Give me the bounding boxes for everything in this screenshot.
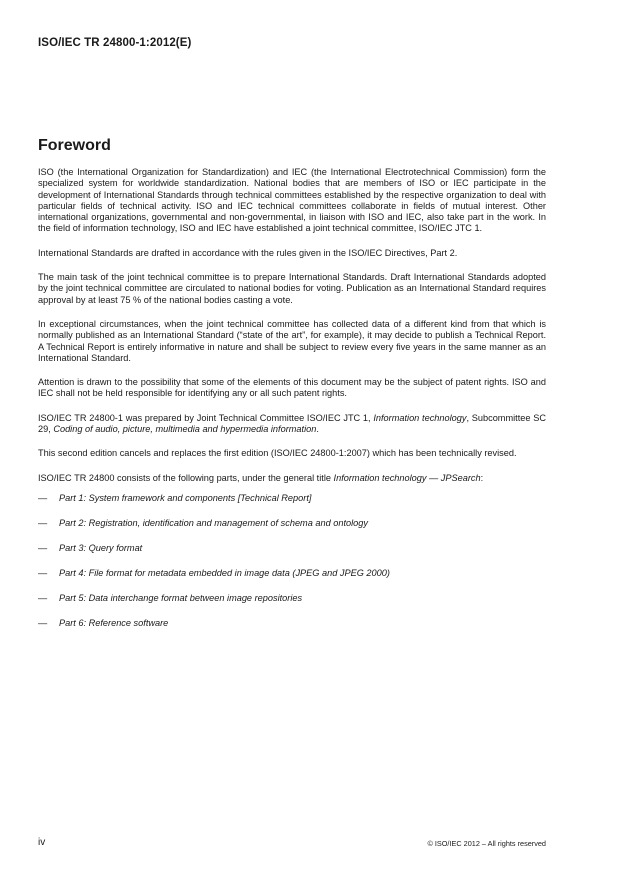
section-title: Foreword	[38, 137, 111, 154]
parts-intro-text: ISO/IEC TR 24800 consists of the following parts, under the general title	[38, 472, 334, 483]
paragraph-technical-report: In exceptional circumstances, when the joint technical committee has collected data of a different kind from that which is normally published as an International Standard (“state of the art”, for example), it may decide to publish a Technical Report. A Technical Report is entirely informative in nature and shall be subject to review every five years in the same manner as an International Standard.	[38, 318, 546, 363]
list-item	[38, 593, 546, 618]
list-item	[38, 568, 546, 593]
paragraph-drafting-rules: International Standards are drafted in accordance with the rules given in the ISO/IEC Directives, Part 2.	[38, 247, 458, 258]
prepared-by-text: ISO/IEC TR 24800-1 was prepared by Joint Technical Committee ISO/IEC JTC 1,	[38, 412, 374, 423]
prepared-by-text-end: .	[316, 424, 319, 435]
part-label: Part 6: Reference software	[59, 617, 169, 628]
list-dash: —	[38, 617, 48, 628]
copyright-notice: © ISO/IEC 2012 – All rights reserved	[427, 839, 546, 848]
parts-list	[38, 493, 546, 643]
paragraph-main-task: The main task of the joint technical committee is to prepare International Standards. Draft International Standards adopted by the joint technical committee are circulated to national bodies for voting. Publication as an International Standard requires approval by at least 75 % of the national bodies casting a vote.	[38, 272, 546, 305]
prepared-by-title-1: Information technology	[373, 412, 467, 423]
list-dash: —	[38, 592, 48, 603]
paragraph-parts-intro	[38, 473, 546, 484]
list-dash: —	[38, 517, 48, 528]
paragraph-prepared-by	[38, 413, 546, 436]
prepared-by-text-middle: , Subcommittee SC 29,	[38, 412, 546, 435]
foreword-body	[38, 167, 546, 643]
list-dash: —	[38, 492, 48, 503]
parts-intro-colon: :	[480, 472, 484, 483]
list-item	[38, 543, 546, 568]
part-label: Part 4: File format for metadata embedded in image data (JPEG and JPEG 2000)	[59, 567, 390, 578]
prepared-by-title-2: Coding of audio, picture, multimedia and hypermedia information	[53, 424, 317, 435]
parts-general-title: Information technology — JPSearch	[333, 472, 481, 483]
list-dash: —	[38, 567, 48, 578]
part-label: Part 2: Registration, identification and management of schema and ontology	[59, 517, 368, 528]
list-item	[38, 518, 546, 543]
part-label: Part 5: Data interchange format between image repositories	[59, 592, 303, 603]
part-label: Part 3: Query format	[59, 542, 143, 553]
list-item	[38, 493, 546, 518]
document-identifier: ISO/IEC TR 24800-1:2012(E)	[38, 37, 192, 49]
paragraph-iso-iec-intro: ISO (the International Organization for Standardization) and IEC (the International Electrotechnical Commission) form the specialized system for worldwide standardization. National bodies that are members of ISO or IEC participate in the development of International Standards through technical committees established by the respective organization to deal with particular fields of technical activity. ISO and IEC technical committees collaborate in fields of mutual interest. Other international organizations, governmental and non-governmental, in liaison with ISO and IEC, also take part in the work. In the field of information technology, ISO and IEC have established a joint technical committee, ISO/IEC JTC 1.	[38, 167, 546, 234]
list-dash: —	[38, 542, 48, 553]
list-item	[38, 618, 546, 643]
page-number: iv	[38, 837, 46, 848]
paragraph-patent-rights: Attention is drawn to the possibility that some of the elements of this document may be the subject of patent rights. ISO and IEC shall not be held responsible for identifying any or all such patent rights.	[38, 377, 546, 399]
paragraph-edition-note: This second edition cancels and replaces the first edition (ISO/IEC 24800-1:2007) which has been technically revised.	[38, 448, 517, 459]
part-label: Part 1: System framework and components [Technical Report]	[59, 492, 312, 503]
